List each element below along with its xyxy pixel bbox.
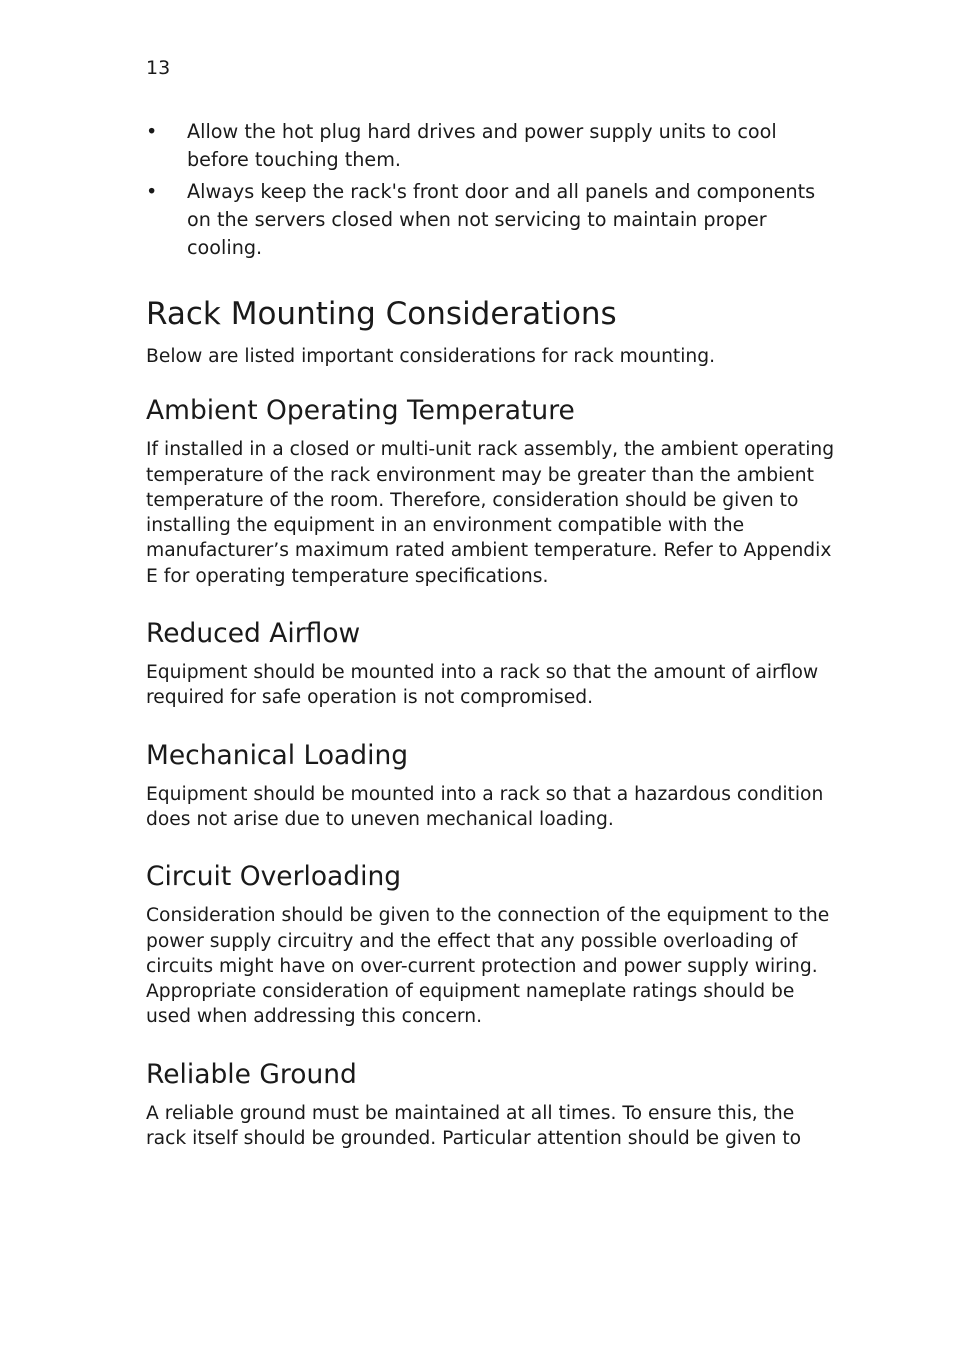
bullet-item (146, 178, 836, 262)
intro-paragraph: Below are listed important considerations for rack mounting. (146, 346, 716, 367)
bullet-list (146, 118, 836, 266)
section-body: A reliable ground must be maintained at all times. To ensure this, the rack itself should be grounded. Particular attention should be given to (146, 1102, 802, 1150)
section-heading: Ambient Operating Temperature (146, 395, 575, 427)
page-title: Rack Mounting Considerations (146, 296, 617, 332)
section-body: Consideration should be given to the connection of the equipment to the power supply circuitry and the effect that any possible overloading of circuits might have on over-current protection and power supply wiring. Appropriate consideration of equipment nameplate ratings should be used when addressing this concern. (146, 905, 830, 1028)
bullet-text: Always keep the rack's front door and all panels and components on the servers closed when not servicing to maintain proper cooling. (187, 180, 816, 259)
section-heading: Reliable Ground (146, 1058, 357, 1090)
section-body: Equipment should be mounted into a rack so that a hazardous condition does not arise due to uneven mechanical loading. (146, 783, 824, 830)
section-reduced-airflow (146, 616, 836, 711)
section-body: Equipment should be mounted into a rack so that the amount of airflow required for safe operation is not compromised. (146, 662, 819, 709)
bullet-marker: • (146, 180, 158, 203)
bullet-marker: • (146, 120, 158, 143)
section-body: If installed in a closed or multi-unit rack assembly, the ambient operating temperature of the rack environment may be greater than the ambient temperature of the room. Therefore, consideration should be given to installing the equipment in an environment compatible with the manufacturer’s maximum rated ambient temperature. Refer to Appendix E for operating temperature specifications. (146, 439, 835, 587)
bullet-text: Allow the hot plug hard drives and power supply units to cool before touching them. (187, 120, 777, 171)
main-content (146, 292, 836, 1151)
section-reliable-ground (146, 1057, 836, 1152)
section-circuit-overloading (146, 859, 836, 1029)
section-ambient-operating-temperature (146, 393, 836, 589)
page-number: 13 (146, 57, 171, 79)
section-heading: Reduced Airflow (146, 618, 361, 650)
section-heading: Mechanical Loading (146, 739, 409, 771)
section-heading: Circuit Overloading (146, 861, 402, 893)
bullet-item (146, 118, 836, 174)
section-mechanical-loading (146, 738, 836, 833)
